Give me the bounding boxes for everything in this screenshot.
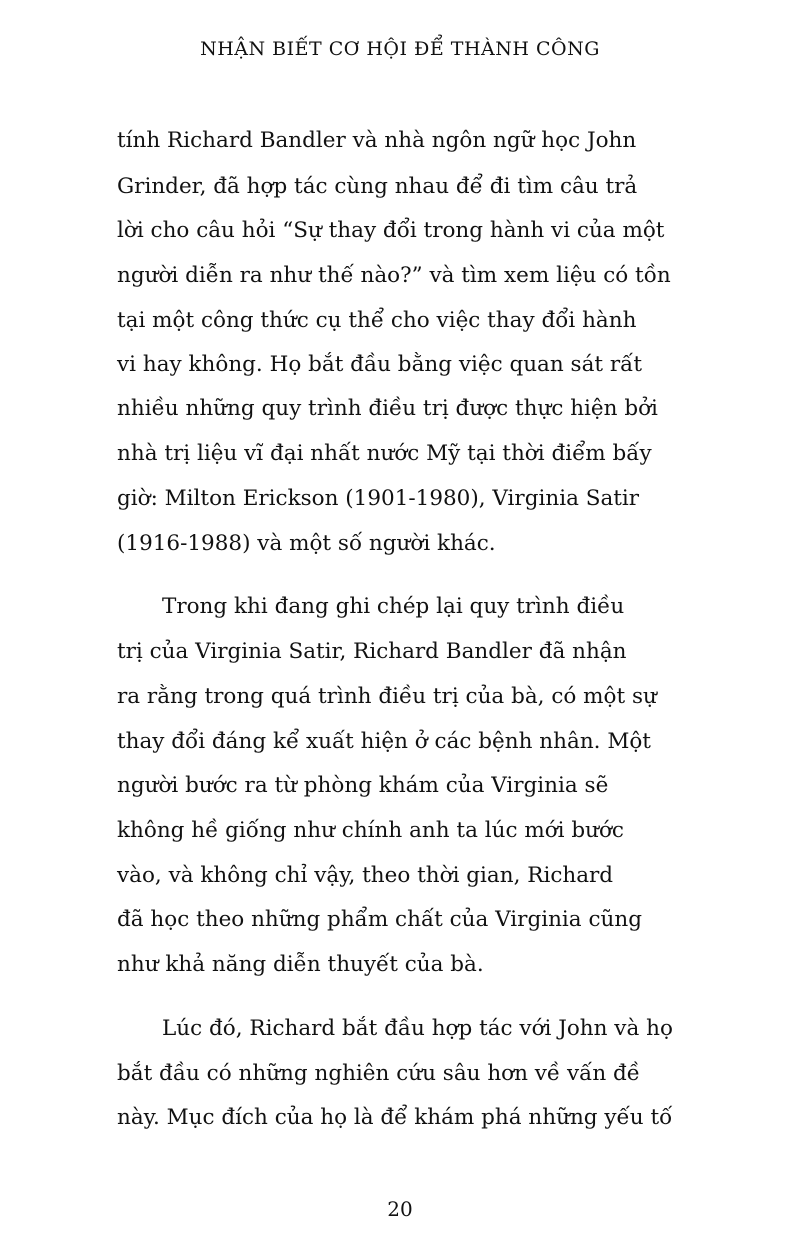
text-line: nhiều những quy trình điều trị được thực hiện bởi (117, 396, 658, 421)
text-line: nhà trị liệu vĩ đại nhất nước Mỹ tại thời điểm bấy (117, 441, 652, 466)
text-line: vi hay không. Họ bắt đầu bằng việc quan sát rất (117, 352, 642, 377)
text-line: giờ: Milton Erickson (1901-1980), Virginia Satir (117, 486, 640, 511)
text-line: không hề giống như chính anh ta lúc mới bước (117, 818, 624, 843)
text-line: lời cho câu hỏi “Sự thay đổi trong hành vi của một (117, 218, 665, 243)
text-line: vào, và không chỉ vậy, theo thời gian, Richard (117, 863, 614, 888)
text-line: đã học theo những phẩm chất của Virginia cũng (117, 907, 642, 932)
text-line: Trong khi đang ghi chép lại quy trình điều (162, 594, 625, 619)
text-line: tại một công thức cụ thể cho việc thay đổi hành (117, 308, 637, 333)
text-line: bắt đầu có những nghiên cứu sâu hơn về vấn đề (117, 1061, 640, 1086)
text-line: này. Mục đích của họ là để khám phá những yếu tố (117, 1105, 673, 1130)
text-line: ra rằng trong quá trình điều trị của bà, có một sự (117, 684, 657, 709)
text-line: người diễn ra như thế nào?” và tìm xem liệu có tồn (117, 263, 671, 288)
text-line: thay đổi đáng kể xuất hiện ở các bệnh nhân. Một (117, 729, 651, 754)
text-line: trị của Virginia Satir, Richard Bandler đã nhận (117, 639, 627, 664)
text-line: người bước ra từ phòng khám của Virginia sẽ (117, 773, 609, 798)
page-number: 20 (387, 1197, 413, 1221)
text-line: tính Richard Bandler và nhà ngôn ngữ học John (117, 128, 637, 153)
text-line: (1916-1988) và một số người khác. (117, 531, 496, 556)
text-line: Grinder, đã hợp tác cùng nhau để đi tìm câu trả (117, 174, 638, 199)
text-line: như khả năng diễn thuyết của bà. (117, 952, 484, 977)
running-head-title: NHẬN BIẾT CƠ HỘI ĐỂ THÀNH CÔNG (200, 38, 600, 60)
text-line: Lúc đó, Richard bắt đầu hợp tác với John và họ (162, 1016, 673, 1041)
